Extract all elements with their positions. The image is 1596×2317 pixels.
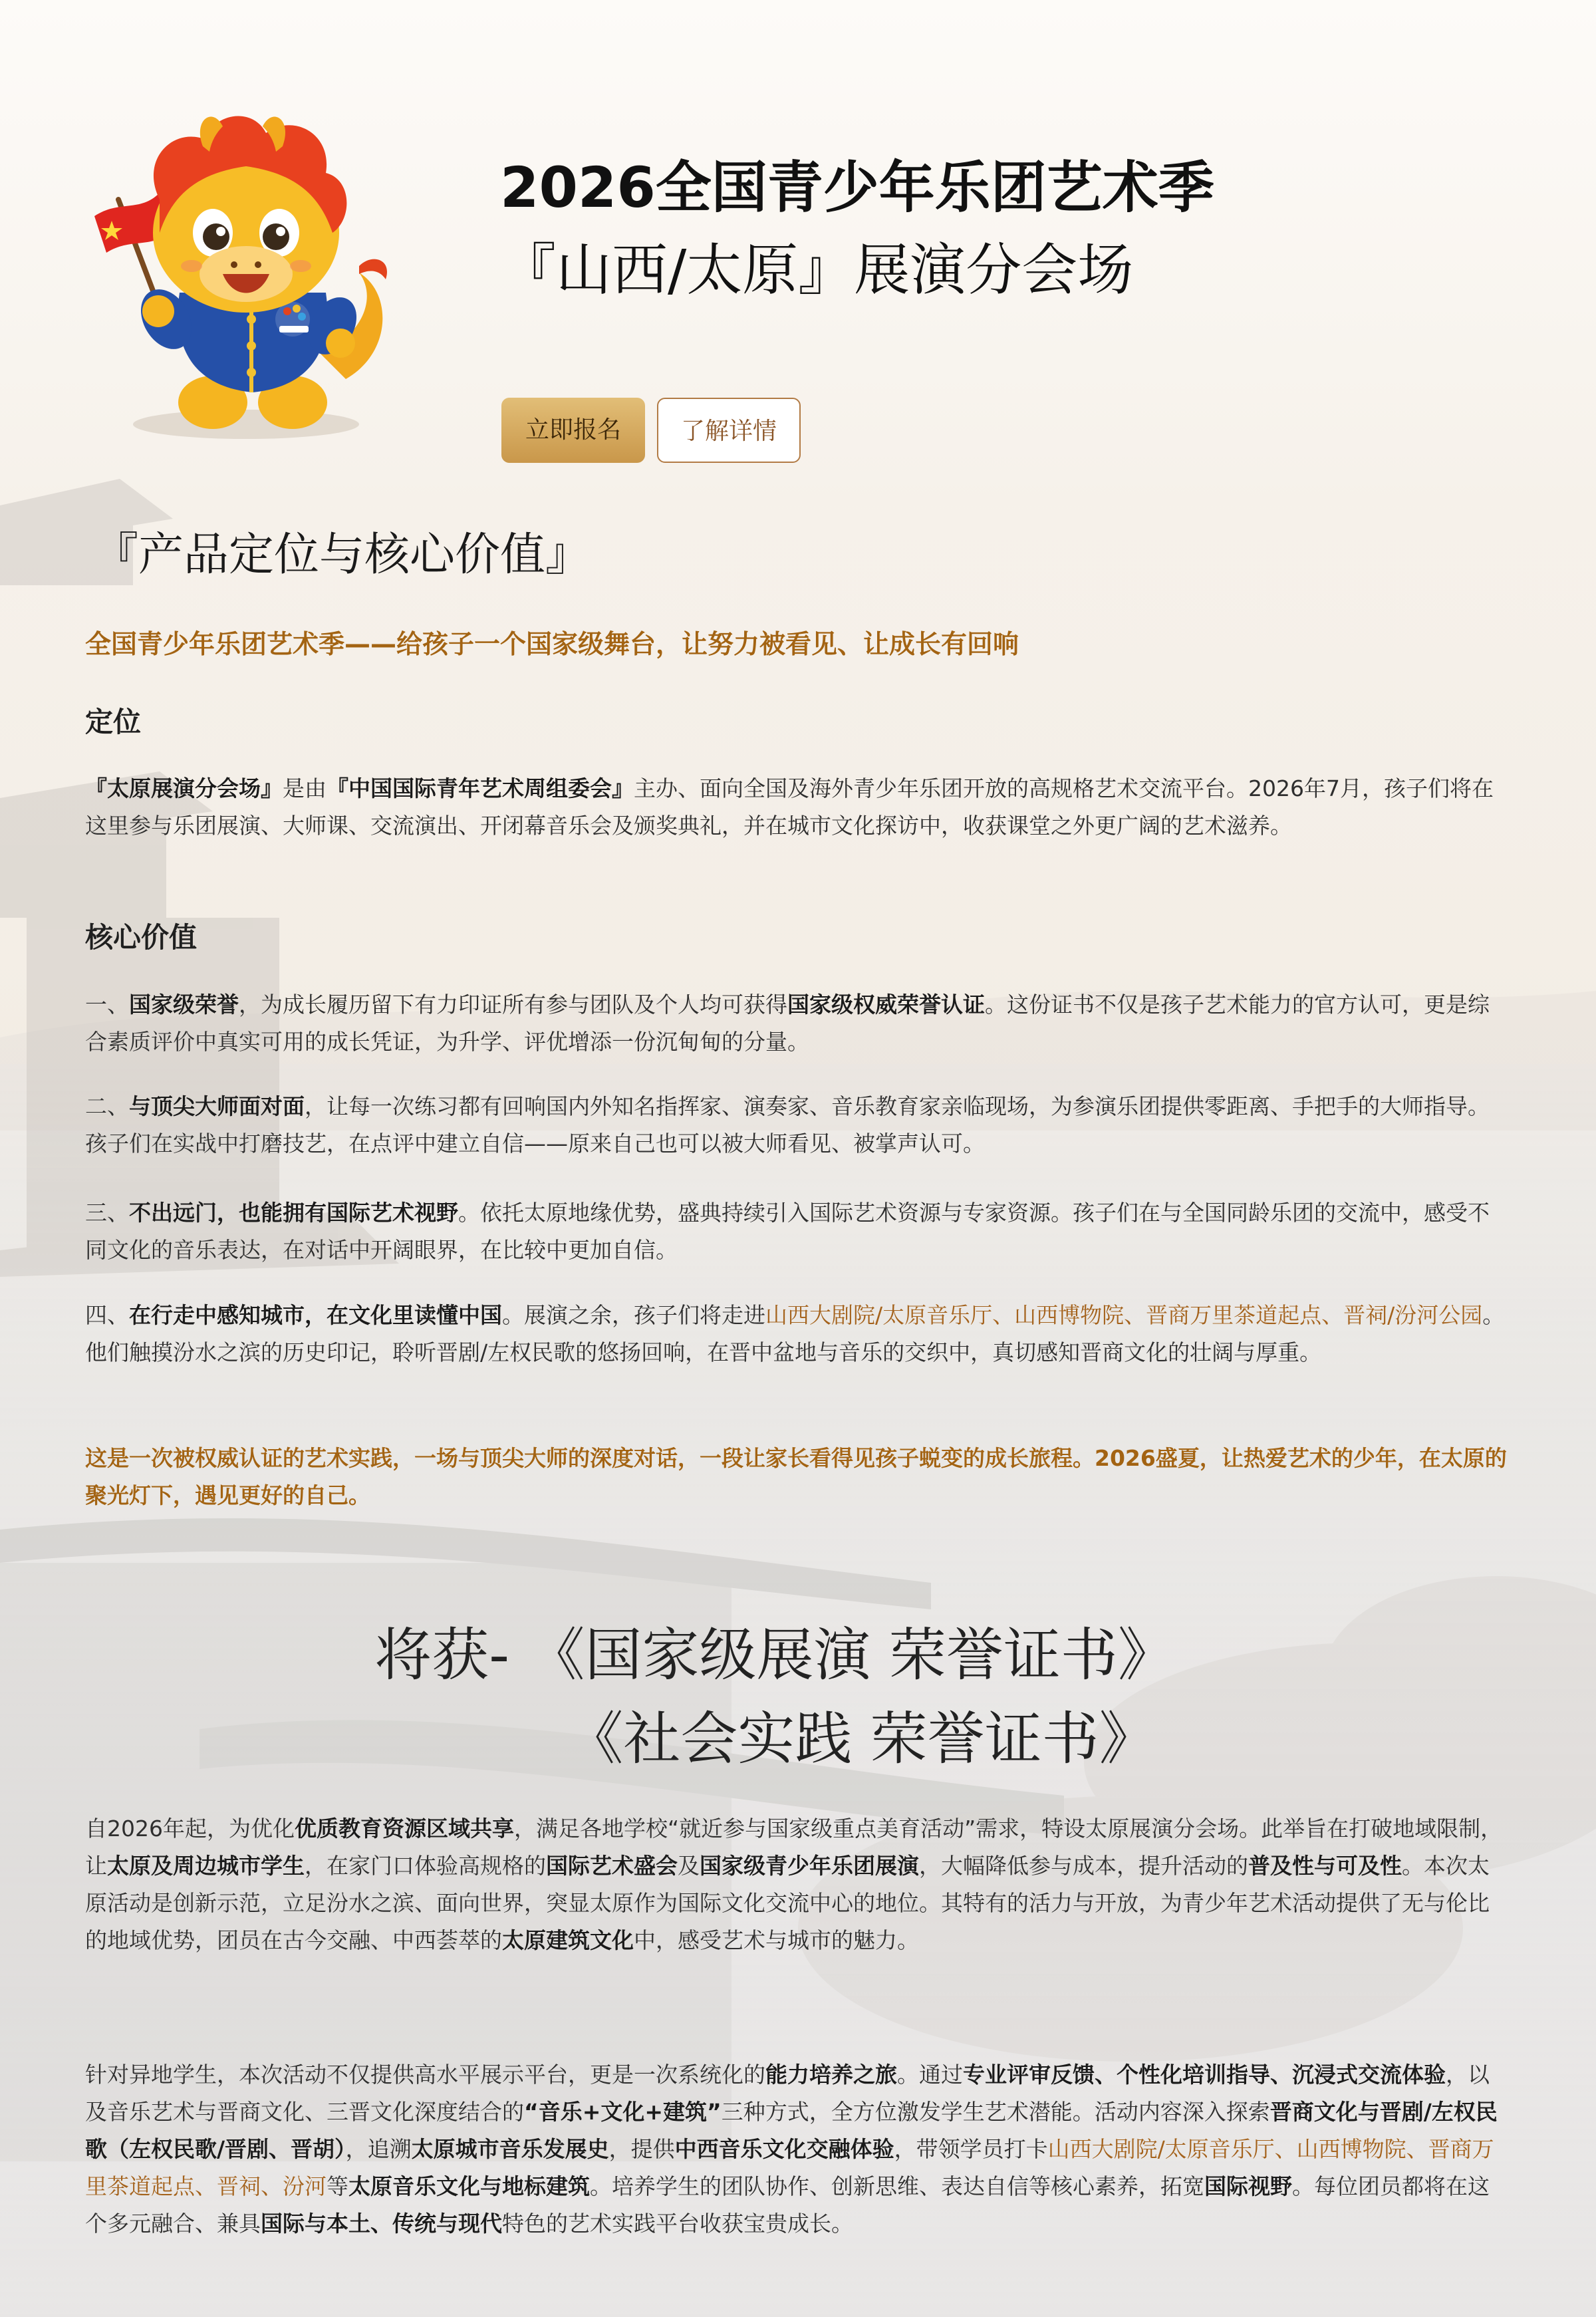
text: 。每位团员都将在这个多元融合、兼具	[85, 2173, 1490, 2237]
intro-paragraph-1	[85, 1810, 1508, 1959]
bold-text: 优质教育资源区域共享	[294, 1816, 514, 1841]
text: 。这份证书不仅是孩子艺术能力的官方认可，更是综合素质评价中真实可用的成长凭证，为升学、评优增添一份沉甸甸的分量。	[85, 992, 1490, 1055]
bold-text: 国家级荣誉	[129, 992, 239, 1018]
bold-text: 中西音乐文化交融体验	[674, 2136, 894, 2162]
core-value-3	[85, 1194, 1508, 1269]
bold-text: 国际与本土、传统与现代	[261, 2211, 502, 2237]
text: 等	[327, 2173, 348, 2199]
certificate-title	[0, 1613, 1596, 1781]
bold-text: 国家级权威荣誉认证	[787, 992, 985, 1018]
intro-paragraph-2	[85, 2056, 1508, 2243]
bold-text: 能力培养之旅	[765, 2062, 897, 2088]
core-value-2	[85, 1088, 1508, 1162]
text: 。本次太原活动是创新示范，立足汾水之滨、面向世界，突显太原作为国际文化交流中心的地位。其特有的活力与开放，为青少年艺术活动提供了无与伦比的地域优势，团员在古今交融、中西荟萃的	[85, 1853, 1490, 1953]
hero-title-line1: 2026全国青少年乐团艺术季	[500, 155, 1214, 220]
bold-text: 太原及周边城市学生	[107, 1853, 305, 1879]
summary-paragraph: 这是一次被权威认证的艺术实践，一场与顶尖大师的深度对话，一段让家长看得见孩子蜕变的成长旅程。2026盛夏，让热爱艺术的少年，在太原的聚光灯下，遇见更好的自己。	[85, 1445, 1507, 1508]
text: ，以及音乐艺术与晋商文化、三晋文化深度结合的	[85, 2062, 1490, 2125]
org-name-2: 『中国国际青年艺术周组委会』	[327, 775, 634, 801]
hero-title-line2: 『山西/太原』展演分会场	[500, 237, 1134, 303]
bold-text: 与顶尖大师面对面	[129, 1093, 305, 1119]
bold-text: 国际艺术盛会	[546, 1853, 678, 1879]
org-name-1: 『太原展演分会场』	[85, 775, 283, 801]
text: ，提供	[608, 2136, 675, 2162]
text: 。通过	[897, 2062, 963, 2088]
certificate-line1: 将获- 《国家级展演 荣誉证书》	[374, 1622, 1175, 1689]
text: ，满足各地学校“就近参与国家级重点美育活动”需求，特设太原展演分会场。此举旨在打破地域限制，让	[85, 1816, 1503, 1879]
details-button[interactable]: 了解详情	[657, 398, 801, 463]
text: 特色的艺术实践平台收获宝贵成长。	[502, 2211, 853, 2237]
text: 是由	[283, 775, 327, 801]
text: 。展演之余，孩子们将走进	[502, 1302, 765, 1328]
tagline: 全国青少年乐团艺术季——给孩子一个国家级舞台，让努力被看见、让成长有回响	[85, 630, 1019, 660]
core-value-heading: 核心价值	[85, 921, 198, 954]
text: ，让每一次练习都有回响国内外知名指挥家、演奏家、音乐教育家亲临现场，为参演乐团提供零距离、手把手的大师指导。孩子们在实战中打磨技艺，在点评中建立自信——原来自己也可以被大师看见、被掌声认可。	[85, 1093, 1490, 1157]
text: ，为成长履历留下有力印证所有参与团队及个人均可获得	[239, 992, 787, 1018]
bold-text: 国际视野	[1204, 2173, 1292, 2199]
bold-text: 晋商文化与晋剧/左权民歌（左权民歌/晋剧、晋胡）	[85, 2099, 1498, 2162]
bold-text: 在行走中感知城市，在文化里读懂中国	[129, 1302, 502, 1328]
ciyaf-badge-icon	[275, 302, 310, 337]
text: ，带领学员打卡	[894, 2136, 1048, 2162]
text: 。他们触摸汾水之滨的历史印记，聆听晋剧/左权民歌的悠扬回响，在晋中盆地与音乐的交织中，真切感知晋商文化的壮阔与厚重。	[85, 1302, 1505, 1365]
bold-text: 专业评审反馈、个性化培训指导、沉浸式交流体验	[963, 2062, 1446, 2088]
dragon-mascot	[80, 100, 399, 446]
positioning-heading: 定位	[85, 706, 142, 738]
bold-text: 太原城市音乐发展史	[411, 2136, 609, 2162]
text: ，在家门口体验高规格的	[305, 1853, 546, 1879]
text: 。培养学生的团队协作、创新思维、表达自信等核心素养，拓宽	[590, 2173, 1204, 2199]
hero-title	[500, 146, 1365, 311]
bold-text: 不出远门，也能拥有国际艺术视野	[129, 1200, 458, 1226]
bold-highlight: 太原音乐文化与地标建筑	[348, 2173, 590, 2199]
text: 。依托太原地缘优势，盛典持续引入国际艺术资源与专家资源。孩子们在与全国同龄乐团的交流中，感受不同文化的音乐表达，在对话中开阔眼界，在比较中更加自信。	[85, 1200, 1490, 1263]
core-value-4	[85, 1297, 1508, 1371]
highlight-places: 山西大剧院/太原音乐厅、山西博物院、晋商万里茶道起点、晋祠、汾河	[85, 2136, 1494, 2199]
highlight-places: 山西大剧院/太原音乐厅、山西博物院、晋商万里茶道起点、晋祠/汾河公园	[765, 1302, 1483, 1328]
text: 及	[678, 1853, 700, 1879]
bold-text: 太原建筑文化	[502, 1927, 634, 1953]
signup-button[interactable]: 立即报名	[501, 398, 645, 463]
bold-text: “音乐+文化+建筑”	[524, 2099, 722, 2125]
section-title: 『产品定位与核心价值』	[93, 529, 591, 581]
text: 一、	[85, 992, 129, 1018]
text: 二、	[85, 1093, 129, 1119]
positioning-paragraph	[85, 770, 1508, 845]
text: 三、	[85, 1200, 129, 1226]
text: 针对异地学生，本次活动不仅提供高水平展示平台，更是一次系统化的	[85, 2062, 765, 2088]
text: 三种方式，全方位激发学生艺术潜能。活动内容深入探索	[721, 2099, 1270, 2125]
text: 主办、面向全国及海外青少年乐团开放的高规格艺术交流平台。2026年7月，孩子们将在这里参与乐团展演、大师课、交流演出、开闭幕音乐会及颁奖典礼，并在城市文化探访中，收获课堂之外更广阔的艺术滋养。	[85, 775, 1494, 839]
core-value-1	[85, 986, 1508, 1061]
text: 四、	[85, 1302, 129, 1328]
bold-text: 国家级青少年乐团展演	[700, 1853, 919, 1879]
certificate-line2: 《社会实践 荣誉证书》	[566, 1706, 1156, 1772]
bold-text: 普及性与可及性	[1248, 1853, 1402, 1879]
text: ，追溯	[345, 2136, 412, 2162]
text: ，大幅降低参与成本，提升活动的	[919, 1853, 1248, 1879]
text: 自2026年起，为优化	[85, 1816, 295, 1841]
text: 中，感受艺术与城市的魅力。	[634, 1927, 919, 1953]
